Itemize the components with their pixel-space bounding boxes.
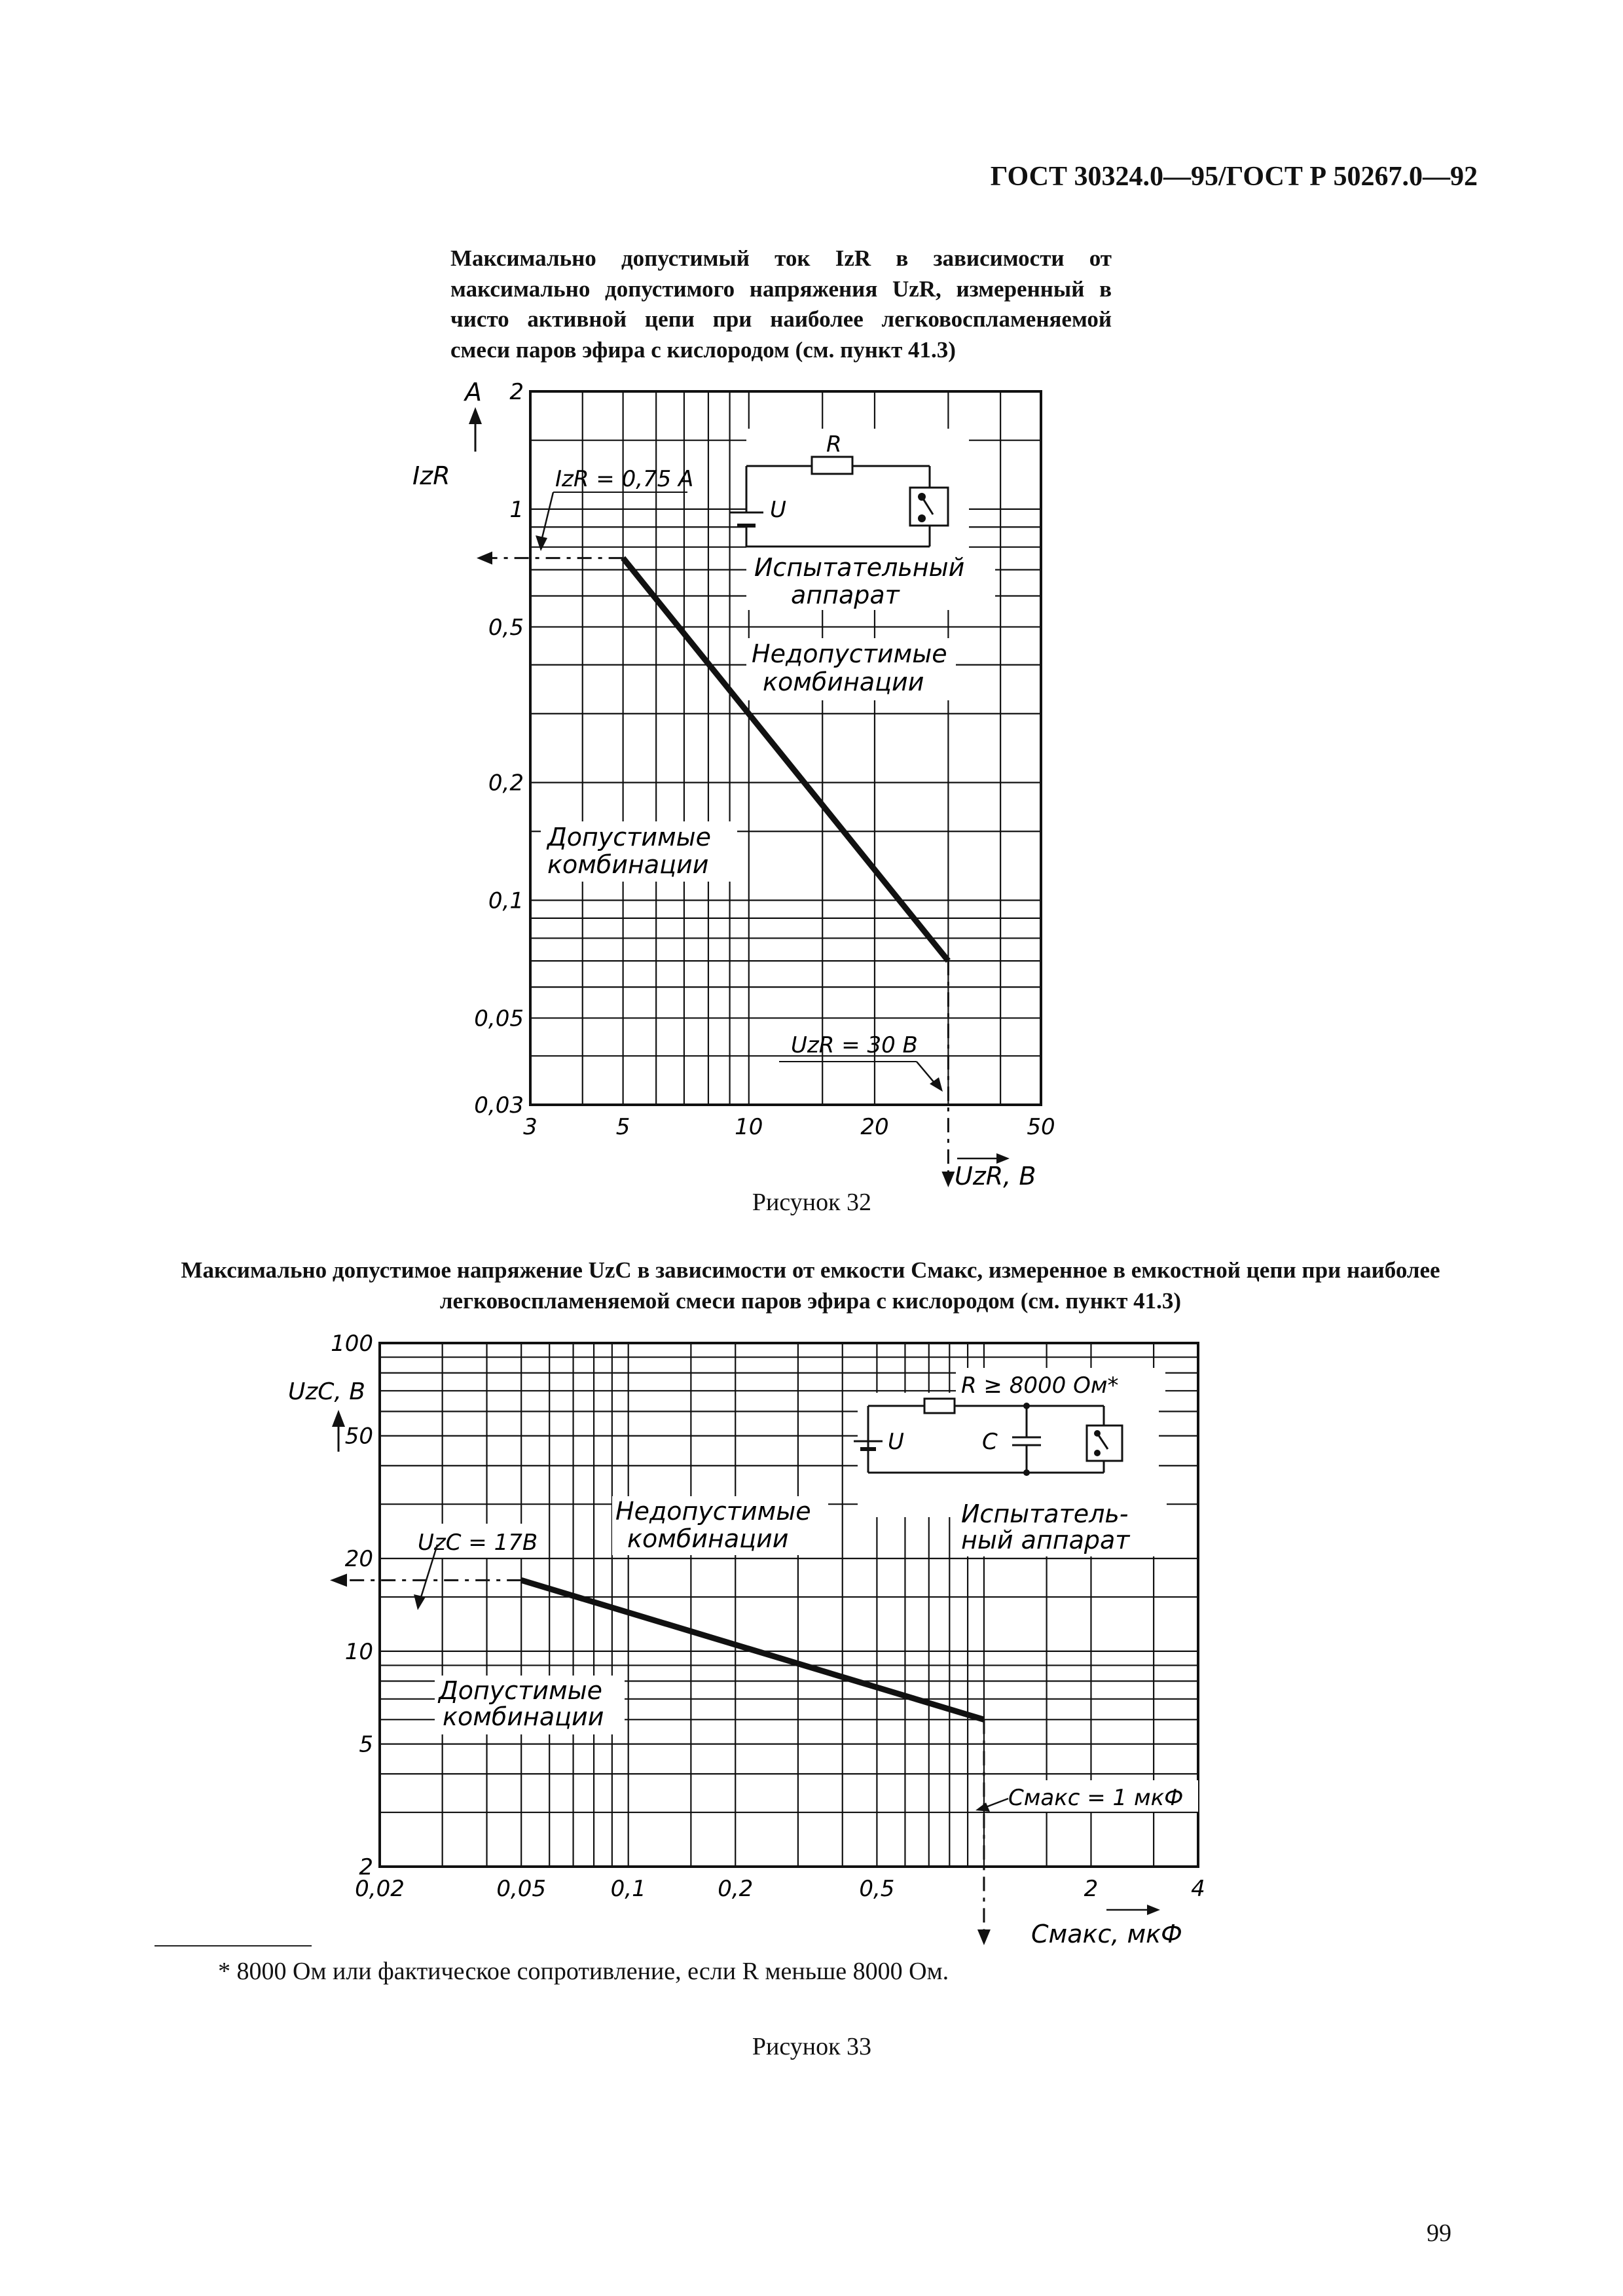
- y-tick-label: 100: [331, 1331, 373, 1357]
- figure-32-caption: Максимально допустимый ток IzR в зависимости от максимально допустимого напряжения UzR, измеренный в чисто активной цепи при наиболее легковоспламеняемой смеси паров эфира с кислородом (см. пункт 41.3): [450, 245, 1112, 363]
- figure-33-device-label-2: ный аппарат: [961, 1526, 1130, 1554]
- y-tick-label: 0,03: [474, 1092, 524, 1119]
- figure-32-voltage-annotation: UzR = 30 B: [791, 1032, 918, 1058]
- figure-32-device-label-2: аппарат: [791, 581, 900, 609]
- y-tick-label: 5: [359, 1731, 373, 1758]
- figure-33-caption: Максимально допустимое напряжение UzC в зависимости от емкости Cмакс, измеренное в емкостной цепи при наиболее легковоспламеняемой смеси паров эфира с кислородом (см. пункт 41.3): [181, 1257, 1440, 1314]
- figure-33-resistor-annotation: R ≥ 8000 Ом*: [961, 1372, 1119, 1399]
- pointer-arrow-icon: [976, 1803, 990, 1812]
- y-tick-label: 20: [344, 1546, 373, 1573]
- pointer-arrow-icon: [536, 535, 547, 551]
- x-tick-label: 3: [523, 1114, 538, 1140]
- y-tick-label: 1: [509, 496, 524, 523]
- figure-33-allowed-label-1: Допустимые: [439, 1676, 603, 1705]
- figure-32-current-annotation: IzR = 0,75 A: [555, 466, 694, 492]
- figure-33-y-axis-label: UzC, В: [288, 1378, 365, 1405]
- y-tick-label: 50: [344, 1423, 373, 1450]
- arrowhead-up-icon: [469, 407, 482, 424]
- footnote-rule: [155, 1945, 312, 1946]
- pointer-arrow-icon: [414, 1594, 426, 1610]
- x-tick-label: 0,5: [859, 1876, 895, 1902]
- figure-32-x-axis-label: UzR, В: [955, 1162, 1036, 1191]
- y-tick-label: 0,1: [488, 888, 524, 914]
- y-tick-label: 0,5: [488, 614, 524, 641]
- y-tick-label: 0,2: [488, 770, 524, 797]
- figure-32-y-symbol: IzR: [412, 461, 450, 490]
- x-tick-label: 20: [860, 1114, 889, 1140]
- document-code-header: ГОСТ 30324.0—95/ГОСТ Р 50267.0—92: [990, 162, 1478, 192]
- figure-32-label: Рисунок 32: [752, 1189, 872, 1216]
- arrowhead-left-icon: [330, 1573, 347, 1587]
- x-tick-label: 0,1: [610, 1876, 646, 1902]
- figure-32-y-unit: А: [465, 378, 482, 406]
- figure-33-cap-annotation: Cмакс = 1 мкФ: [1008, 1785, 1184, 1811]
- circuit-r-label: R: [826, 431, 842, 457]
- figure-33-forbidden-label-1: Недопустимые: [615, 1497, 811, 1526]
- x-tick-label: 0,2: [718, 1876, 754, 1902]
- circuit-c-label: C: [982, 1429, 998, 1455]
- x-tick-label: 2: [1084, 1876, 1099, 1902]
- figure-33-x-axis-label: Cмакс, мкФ: [1031, 1920, 1182, 1948]
- figure-33-device-label-1: Испытатель-: [961, 1499, 1129, 1528]
- circuit-u-label: U: [888, 1429, 904, 1455]
- x-tick-label: 4: [1191, 1876, 1205, 1902]
- y-tick-label: 0,05: [474, 1005, 524, 1032]
- y-tick-label: 2: [359, 1854, 373, 1880]
- footnote: * 8000 Ом или фактическое сопротивление, если R меньше 8000 Ом.: [218, 1958, 949, 1985]
- figure-33-label: Рисунок 33: [752, 2033, 872, 2060]
- y-tick-label: 10: [344, 1638, 373, 1665]
- figure-33-forbidden-label-2: комбинации: [627, 1524, 789, 1553]
- figure-33-allowed-label-2: комбинации: [443, 1702, 604, 1731]
- figure-32-forbidden-label-2: комбинации: [763, 668, 924, 696]
- resistor-icon: [812, 457, 852, 474]
- x-tick-label: 0,02: [355, 1876, 405, 1902]
- figure-33-chart: [288, 1331, 1205, 1948]
- figure-32-forbidden-label-1: Недопустимые: [752, 639, 947, 668]
- arrowhead-left-icon: [477, 552, 492, 565]
- x-tick-label: 50: [1027, 1114, 1055, 1140]
- figure-32-allowed-label-2: комбинации: [547, 850, 709, 879]
- figure-33-voltage-annotation: UzC = 17B: [418, 1530, 538, 1556]
- x-tick-label: 5: [615, 1114, 630, 1140]
- arrowhead-down-icon: [977, 1929, 991, 1945]
- x-tick-label: 0,05: [496, 1876, 547, 1902]
- figure-32-circuit-diagram: [729, 429, 995, 610]
- arrowhead-down-icon: [941, 1172, 955, 1187]
- resistor-icon: [924, 1399, 955, 1413]
- figure-32-chart: [412, 378, 1055, 1191]
- figure-32-allowed-label-1: Допустимые: [547, 823, 712, 852]
- page-number: 99: [1427, 2219, 1451, 2247]
- figure-32-device-label-1: Испытательный: [754, 553, 965, 582]
- x-tick-label: 10: [735, 1114, 763, 1140]
- circuit-u-label: U: [770, 497, 786, 523]
- y-tick-label: 2: [509, 379, 524, 405]
